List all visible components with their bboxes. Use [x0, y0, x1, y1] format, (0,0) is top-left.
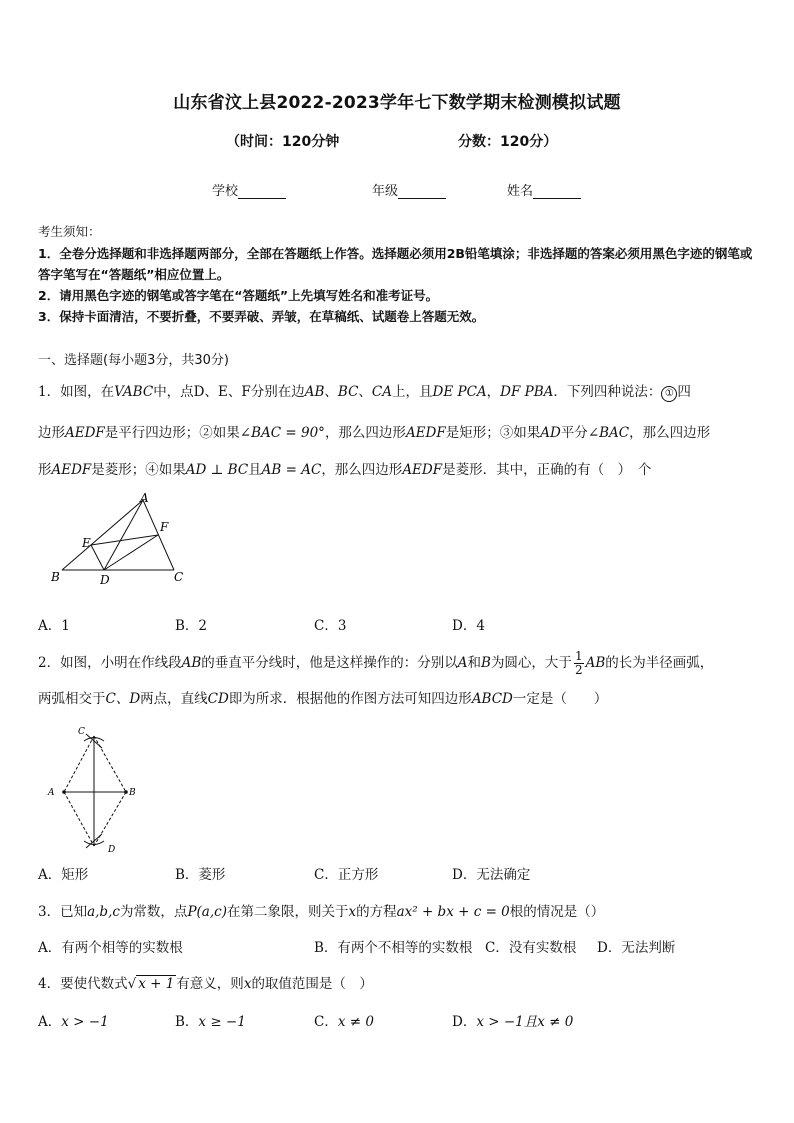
figure-label: B	[51, 570, 60, 584]
q1-option-d[interactable]: D．4	[452, 618, 485, 634]
name-blank	[533, 184, 581, 199]
option-math: x > −1	[61, 1014, 109, 1030]
exam-title: 山东省汶上县2022-2023学年七下数学期末检测模拟试题	[173, 93, 621, 113]
q1-math: BC	[337, 384, 359, 400]
q2-option-a[interactable]: A．矩形	[38, 867, 89, 883]
q1-math: CA	[371, 384, 393, 400]
q2-math: A	[457, 655, 468, 671]
q1-text: 是菱形．其中，正确的有（ ） 个	[442, 462, 652, 478]
q3-math: ax² + bx + c = 0	[396, 904, 510, 920]
figure-label: D	[108, 845, 116, 855]
q1-math: AEDF	[402, 462, 443, 478]
time-label: （时间：120分钟	[226, 134, 340, 150]
q1-text: 且	[248, 462, 262, 478]
q1-math: DF PBA	[500, 384, 554, 400]
figure-label: B	[129, 788, 136, 798]
q1-line-2	[38, 421, 710, 441]
q3-option-a[interactable]: A．有两个相等的实数根	[38, 940, 183, 956]
q3-text: 在第二象限，则关于	[226, 904, 349, 920]
q1-text: 是平行四边形；②如果	[104, 425, 240, 441]
q1-text: ，那么四边形	[324, 425, 406, 441]
grade-field	[372, 180, 446, 199]
q3-option-b[interactable]: B．有两个不相等的实数根	[314, 940, 473, 956]
q3-option-d[interactable]: D．无法判断	[597, 940, 676, 956]
q1-text: 是菱形；④如果	[91, 462, 186, 478]
q2-line-1	[38, 650, 713, 677]
q2-math: C、D	[105, 691, 141, 707]
q1-math: VABC	[114, 384, 154, 400]
q1-option-b[interactable]: B．2	[175, 618, 208, 634]
option-letter: A．	[38, 1014, 62, 1030]
figure-label: D	[100, 573, 110, 587]
q2-text: 两点，直线	[140, 691, 208, 707]
q2-option-d[interactable]: D．无法确定	[452, 867, 531, 883]
q4-text: 有意义，则	[176, 976, 244, 992]
q1-math: AEDF	[405, 425, 446, 441]
q4-option-c[interactable]	[314, 1010, 374, 1030]
fraction-numerator: 1	[574, 649, 583, 663]
name-field	[507, 180, 581, 199]
q3-math: P(a,c)	[187, 904, 227, 920]
grade-blank	[398, 184, 446, 199]
q2-text: 为圆心，大于	[490, 655, 572, 671]
q4-text: 4．要使代数式	[38, 976, 128, 992]
q3-text: 的方程	[356, 904, 397, 920]
q2-math: B	[481, 655, 491, 671]
school-label: 学校	[212, 184, 239, 199]
q1-line-3	[38, 458, 651, 478]
option-math: x > −1且x ≠ 0	[476, 1014, 574, 1030]
figure-label: C	[78, 727, 85, 737]
figure-label: E	[82, 536, 91, 550]
figure-label: C	[174, 570, 184, 584]
q2-rhombus-figure	[44, 722, 144, 857]
notice-item-1: 1．全卷分选择题和非选择题两部分，全部在答题纸上作答。选择题必须用2B铅笔填涂；非选择题的答案必须用黑色字迹的钢笔或答字笔写在“答题纸”相应位置上。	[38, 246, 753, 282]
q2-math: CD	[207, 691, 229, 707]
q1-text: 平分	[560, 425, 588, 441]
q2-text: 的垂直平分线时，他是这样操作的：分别以	[201, 655, 458, 671]
q1-option-c[interactable]: C．3	[314, 618, 347, 634]
q1-math: ∠BAC = 90°	[239, 425, 325, 441]
q1-math: DE PCA	[432, 384, 487, 400]
figure-label: F	[160, 520, 169, 534]
sqrt-radicand: x + 1	[138, 976, 175, 992]
q2-math: ABCD	[471, 691, 513, 707]
option-letter: D．	[452, 1014, 477, 1030]
q2-text: 一定是（ ）	[512, 691, 608, 707]
fraction	[574, 650, 584, 677]
q4-math: x	[243, 976, 252, 992]
q4-text: 的取值范围是（ ）	[251, 976, 373, 992]
q1-text: 1．如图，在	[38, 384, 115, 400]
q2-option-c[interactable]: C．正方形	[314, 867, 379, 883]
q2-text: 即为所求．根据他的作图方法可知四边形	[228, 691, 472, 707]
q2-math: AB	[181, 655, 202, 671]
fraction-denominator: 2	[574, 663, 583, 677]
q3-option-c[interactable]: C．没有实数根	[485, 940, 577, 956]
q1-text: ，那么四边形	[321, 462, 403, 478]
notice-item-3: 3．保持卡面清洁，不要折叠，不要弄破、弄皱，在草稿纸、试题卷上答题无效。	[38, 309, 485, 324]
school-blank	[238, 184, 286, 199]
q3-math: a,b,c	[87, 904, 120, 920]
q1-math: AD	[540, 425, 561, 441]
q3-math: x	[348, 904, 357, 920]
q4-option-a[interactable]	[38, 1010, 109, 1030]
q1-math: AEDF	[65, 425, 105, 441]
q2-text: 两弧相交于	[38, 691, 106, 707]
figure-label: A	[140, 491, 149, 505]
q1-text: 是矩形；③如果	[445, 425, 541, 441]
q3-text: 根的情况是（）	[509, 904, 605, 920]
figure-label: A	[48, 788, 55, 798]
name-label: 姓名	[507, 184, 534, 199]
q2-math: AB	[585, 655, 606, 671]
option-letter: C．	[314, 1014, 338, 1030]
option-math: x ≥ −1	[198, 1014, 246, 1030]
q1-math: AB = AC	[261, 462, 322, 478]
q1-text: 中，点D、E、F分别在边	[153, 384, 305, 400]
grade-label: 年级	[372, 184, 399, 199]
q1-text: 形	[38, 462, 52, 478]
option-letter: B．	[175, 1014, 199, 1030]
q1-text: 四	[677, 384, 691, 400]
q1-text: 边形	[38, 425, 65, 441]
q1-triangle-figure	[48, 490, 198, 590]
q1-text: 上，且	[392, 384, 433, 400]
q1-line-1: 1．如图，在VABC中，点D、E、F分别在边AB、BC、CA上，且DE PCA，DF PBA．下列四种说法： ① 四	[38, 384, 691, 400]
notice-heading: 考生须知：	[38, 224, 101, 239]
q2-text: 的长为半径画弧，	[605, 655, 714, 671]
q1-math: AB	[304, 384, 325, 400]
q2-text: 和	[467, 655, 482, 671]
q2-option-b[interactable]: B．菱形	[175, 867, 226, 883]
circled-number: ①	[661, 386, 677, 402]
q1-option-a[interactable]: A．1	[38, 618, 70, 634]
q4-option-d[interactable]	[452, 1010, 573, 1030]
q2-line-2	[38, 687, 607, 707]
q3-text: 3．已知	[38, 904, 88, 920]
q1-math: AD ⊥ BC	[185, 462, 249, 478]
notice-item-2: 2．请用黑色字迹的钢笔或答字笔在“答题纸”上先填写姓名和准考证号。	[38, 288, 439, 303]
q1-text: ．下列四种说法：	[553, 384, 662, 400]
option-math: x ≠ 0	[337, 1014, 374, 1030]
school-field	[212, 180, 286, 199]
q3-text: 为常数，点	[119, 904, 188, 920]
q1-math: ∠BAC	[587, 425, 630, 441]
q4-option-b[interactable]	[175, 1010, 246, 1030]
q3-stem	[38, 900, 604, 920]
q1-math: AEDF	[51, 462, 92, 478]
q2-text: 2．如图，小明在作线段	[38, 655, 182, 671]
q1-text: ，那么四边形	[629, 425, 711, 441]
section-heading: 一、选择题(每小题3分，共30分)	[38, 353, 229, 368]
q4-stem: 4．要使代数式√ x + 1 有意义，则x的取值范围是（ ）	[38, 976, 373, 992]
score-label: 分数：120分）	[458, 134, 558, 150]
